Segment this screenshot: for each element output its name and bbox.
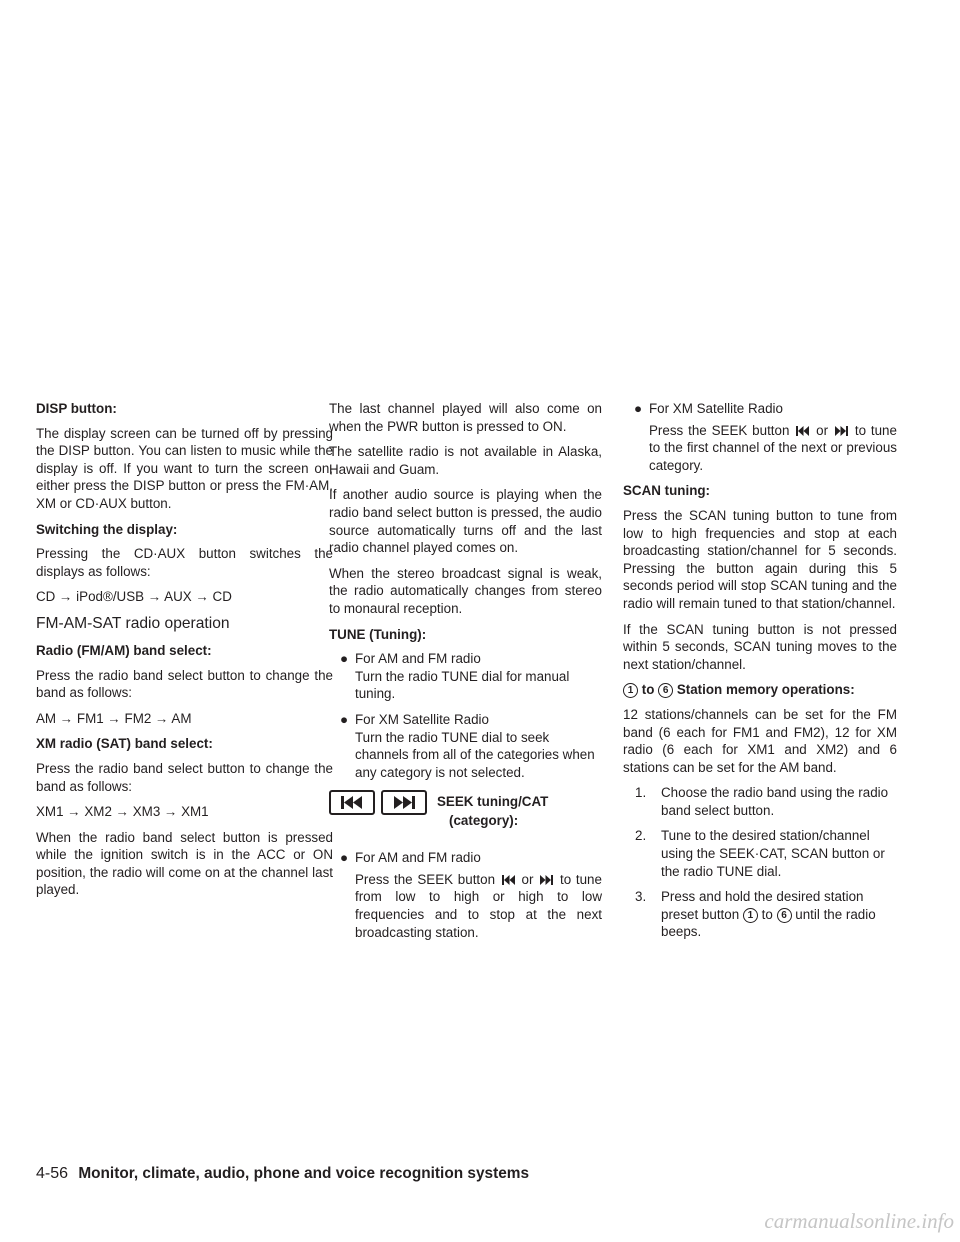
xm-band-text: Press the radio band select button to change the band as follows: — [36, 760, 333, 794]
memory-heading — [623, 681, 897, 699]
step-2 — [623, 827, 897, 880]
bullet-text: Turn the radio TUNE dial for manual tuning. — [355, 668, 570, 702]
bullet-text — [355, 871, 602, 941]
bullet-icon: ● — [340, 850, 349, 866]
number-1-icon: 1 — [743, 908, 758, 923]
switch-display-text: Pressing the CD·AUX button switches the displays as follows: — [36, 546, 333, 579]
bullet-text-post: to tune to the first channel of the next or previous category. — [649, 422, 897, 473]
display-sequence: CD → iPod®/USB → AUX → CD — [36, 589, 232, 605]
step-number: 3. — [635, 889, 647, 905]
scan-paragraph-1: Press the SCAN tuning button to tune from low to high frequencies and stop at each broadcasting station/channel for 5 seconds. Pressing the button again during this 5 seconds period will stop SCAN tuning and the radio will remain tuned to that station/channel. — [623, 507, 897, 611]
memory-heading-to: to — [641, 682, 655, 698]
step-text-pre: Press and hold the desired station preset button — [661, 889, 864, 922]
bullet-text — [649, 422, 897, 475]
column-3 — [623, 400, 897, 949]
seek-heading-line2: (category): — [449, 813, 519, 829]
audio-source-paragraph: If another audio source is playing when the radio band select button is pressed, the audio source automatically turns off and the last radio channel played comes on. — [329, 487, 602, 556]
step-text: Choose the radio band using the radio band select button. — [661, 785, 889, 818]
step-3 — [623, 888, 897, 941]
step-text: Tune to the desired station/channel using the SEEK·CAT, SCAN button or the radio TUNE dial. — [661, 828, 885, 879]
bullet-text-or: or — [816, 422, 829, 438]
bullet-text: Turn the radio TUNE dial to seek channels from all of the categories when any category is not selected. — [355, 729, 595, 780]
seek-bullet-xm — [623, 400, 897, 474]
column-2 — [329, 400, 602, 949]
bullet-text-or: or — [521, 871, 534, 887]
page-footer — [36, 1165, 529, 1183]
bullet-icon: ● — [634, 401, 643, 416]
disp-text: The display screen can be turned off by pressing the DISP button. You can listen to music while the display is off. If you want to turn the screen on, either press the DISP button or press the FM·AM, XM or CD·AUX button. — [36, 425, 333, 511]
bullet-icon: ● — [340, 651, 349, 667]
bullet-title: For AM and FM radio — [355, 651, 481, 667]
step-number: 2. — [635, 828, 647, 844]
seek-back-icon — [796, 426, 809, 436]
xm-band-heading: XM radio (SAT) band select: — [36, 736, 213, 752]
disp-heading: DISP button: — [36, 401, 117, 416]
step-number: 1. — [635, 785, 647, 801]
band-select-text: Press the radio band select button to change the band as follows: — [36, 667, 333, 701]
stereo-paragraph: When the stereo broadcast signal is weak, the radio automatically changes from stereo to monaural reception. — [329, 565, 602, 616]
availability-paragraph: The satellite radio is not available in Alaska, Hawaii and Guam. — [329, 444, 602, 477]
seek-forward-icon — [835, 426, 848, 436]
seek-heading-row — [329, 789, 602, 839]
ignition-text: When the radio band select button is pressed while the ignition switch is in the ACC or ON position, the radio will come on at the channel last played. — [36, 829, 333, 898]
number-6-icon: 6 — [658, 683, 673, 698]
bullet-icon: ● — [340, 711, 349, 727]
seek-forward-icon — [540, 875, 553, 885]
watermark: carmanualsonline.info — [764, 1209, 954, 1233]
page-number: 4-56 — [36, 1165, 69, 1182]
tune-bullet-xm — [329, 711, 602, 781]
seek-back-button-icon — [329, 790, 375, 815]
seek-heading-line1: SEEK tuning/CAT — [437, 794, 549, 810]
scan-heading: SCAN tuning: — [623, 483, 711, 499]
step-text-to: to — [761, 906, 773, 922]
seek-heading — [437, 792, 548, 830]
tune-bullet-am-fm — [329, 650, 602, 703]
bullet-text-post: to tune from low to high or high to low frequencies and to stop at the next broadcasting station. — [355, 871, 602, 940]
xm-band-sequence: XM1 → XM2 → XM3 → XM1 — [36, 804, 209, 820]
pwr-paragraph: The last channel played will also come on when the PWR button is pressed to ON. — [329, 401, 602, 434]
band-select-heading: Radio (FM/AM) band select: — [36, 642, 212, 658]
number-1-icon: 1 — [623, 683, 638, 698]
scan-paragraph-2: If the SCAN tuning button is not pressed within 5 seconds, SCAN tuning moves to the next station/channel. — [623, 621, 897, 672]
bullet-title: For XM Satellite Radio — [355, 711, 489, 727]
column-1 — [36, 400, 333, 907]
tune-heading: TUNE (Tuning): — [329, 626, 427, 642]
memory-heading-text: Station memory operations: — [676, 682, 855, 698]
bullet-title: For AM and FM radio — [355, 850, 481, 866]
bullet-text-pre: Press the SEEK button — [649, 422, 790, 438]
bullet-title: For XM Satellite Radio — [649, 401, 783, 416]
seek-forward-button-icon — [381, 790, 427, 815]
band-sequence: AM → FM1 → FM2 → AM — [36, 710, 192, 726]
seek-bullet-am-fm — [329, 849, 602, 941]
number-6-icon: 6 — [777, 908, 792, 923]
switch-display-heading: Switching the display: — [36, 521, 178, 537]
step-1 — [623, 784, 897, 819]
chapter-title: Monitor, climate, audio, phone and voice recognition systems — [78, 1165, 529, 1182]
bullet-text-pre: Press the SEEK button — [355, 871, 496, 887]
section-title: FM-AM-SAT radio operation — [36, 614, 230, 632]
memory-paragraph: 12 stations/channels can be set for the FM band (6 each for FM1 and FM2), 12 for XM radio (6 each for XM1 and XM2) and 6 stations can be set for the AM band. — [623, 706, 897, 775]
step-text-post: until the radio beeps. — [661, 906, 876, 940]
seek-back-icon — [502, 875, 515, 885]
